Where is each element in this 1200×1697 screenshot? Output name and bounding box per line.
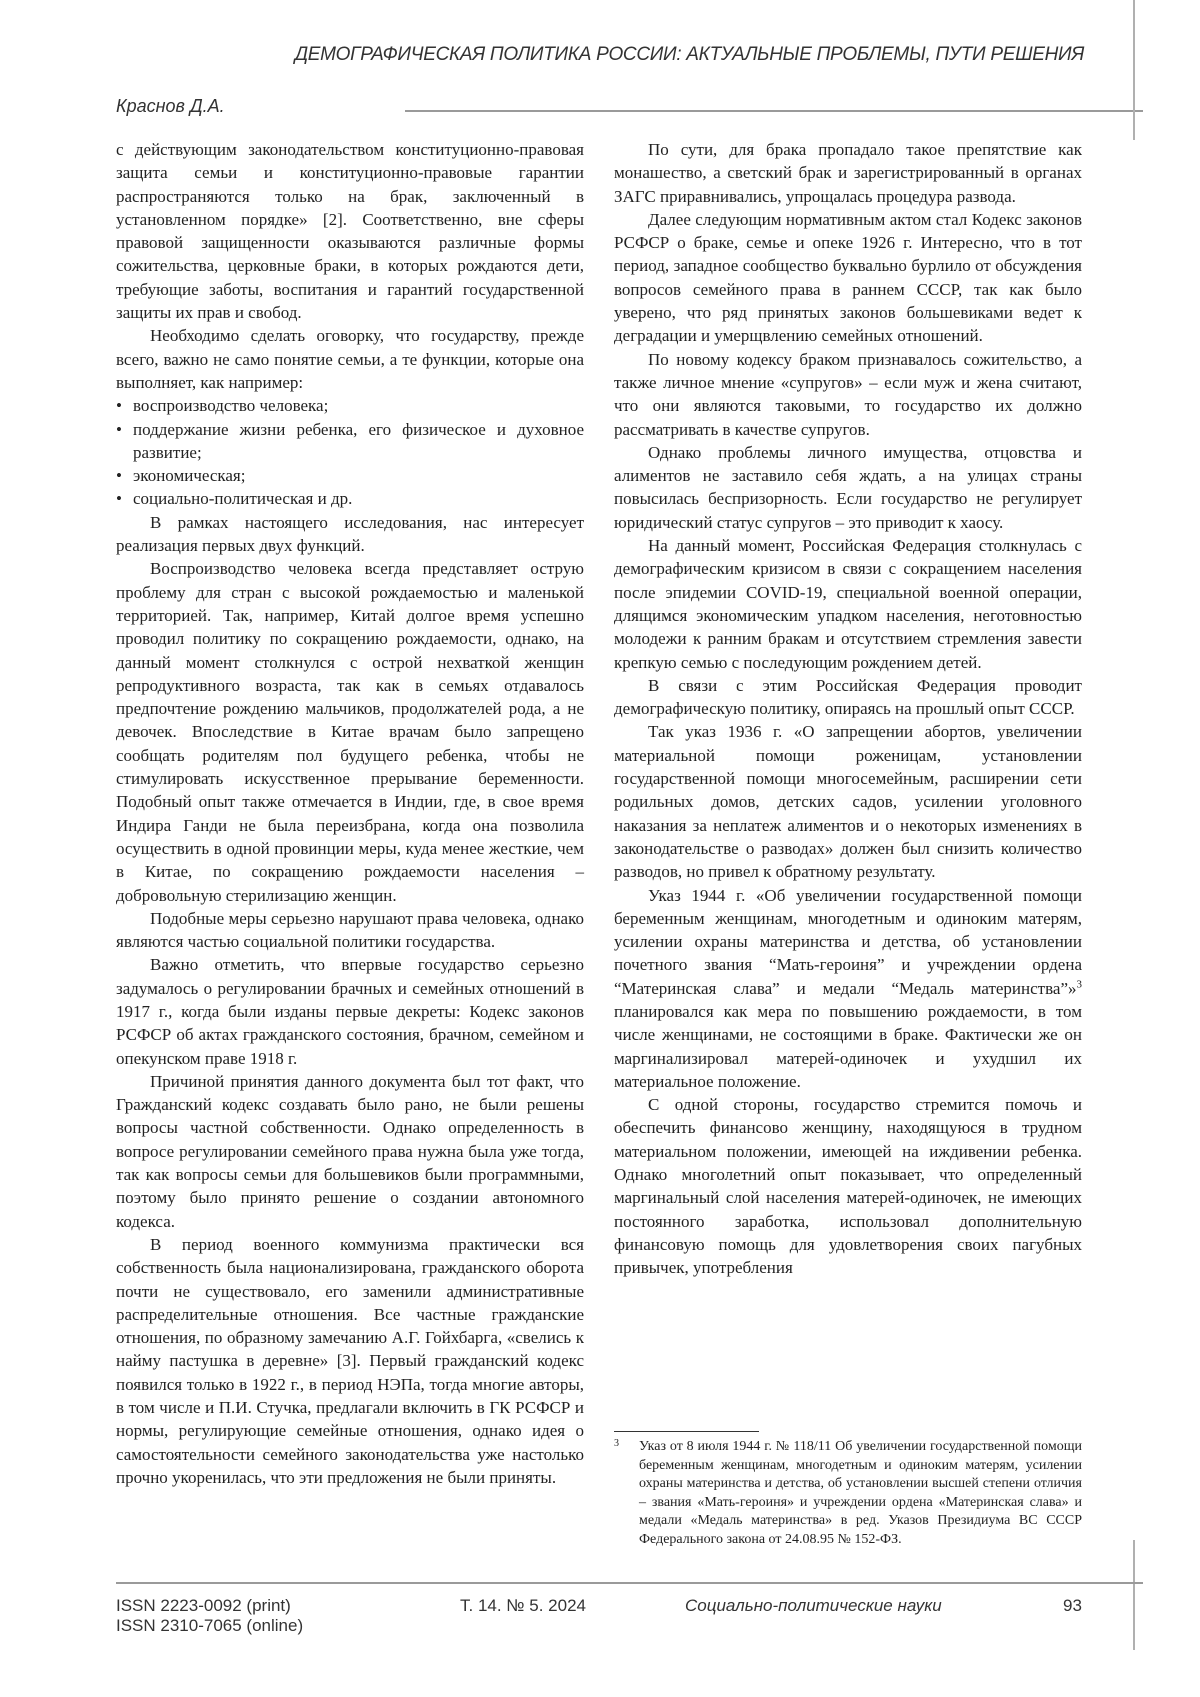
- paragraph: Важно отметить, что впервые государство серьезно задумалось о регулировании брачных и семейных отношений в 1917 г., когда были изданы первые декреты: Кодекс законов РСФСР об актах гражданского состояния, брачном, семейном и опекунском праве 1918 г.: [116, 955, 584, 1068]
- functions-list: [116, 394, 584, 510]
- paragraph: Причиной принятия данного документа был тот факт, что Гражданский кодекс создавать было рано, не были решены вопросы частной собственности. Однако определенность в вопросе регулировании семейного права нужна была уже тогда, так как вопросы семьи для большевиков были программными, поэтому было принято решение о создании автономного кодекса.: [116, 1071, 584, 1231]
- issn-print: ISSN 2223-0092 (print): [116, 1596, 291, 1615]
- footnote-text: Указ от 8 июля 1944 г. № 118/11 Об увеличении государственной помощи беременным женщинам, многодетным и одиноким матерям, усилении охраны материнства и детства, об установлении высшей степени отличия – звания «Мать-героиня» и учреждении ордена «Материнская слава» и медали «Медаль материнства» в ред. Указов Президиума ВС СССР Федерального закона от 24.08.95 № 152-ФЗ.: [639, 1439, 1082, 1547]
- paragraph: На данный момент, Российская Федерация столкнулась с демографическим кризисом в связи с сокращением населения после эпидемии COVID-19, специальной военной операции, длящимся экономическим упадком населения, неготовностью молодежи к ранним бракам и отсутствием стремления завести крепкую семью с последующим рождением детей.: [614, 536, 1082, 672]
- journal-title: Социально-политические науки: [685, 1596, 942, 1615]
- list-item: • экономическая;: [116, 464, 584, 487]
- page-number: 93: [1063, 1596, 1082, 1615]
- header-divider: [405, 110, 1143, 112]
- paragraph-text: Указ 1944 г. «Об увеличении государственной помощи беременным женщинам, многодетным и одиноким матерям, усилении охраны материнства и детства, об установлении почетного звания “Мать-героиня” и учреждении ордена “Материнская слава” и медали “Медаль материнства”»: [614, 885, 1082, 998]
- paragraph: Необходимо сделать оговорку, что государству, прежде всего, важно не само понятие семьи, а те функции, которые она выполняет, как например:: [116, 326, 584, 392]
- volume-issue: Т. 14. № 5. 2024: [460, 1596, 586, 1615]
- list-item: • воспроизводство человека;: [116, 394, 584, 417]
- paragraph: В связи с этим Российская Федерация проводит демографическую политику, опираясь на прошлый опыт СССР.: [614, 675, 1082, 719]
- footnote: [614, 1438, 1082, 1550]
- paragraph: Так указ 1936 г. «О запрещении абортов, увеличении материальной помощи роженицам, установлении государственной помощи многосемейным, расширении сети родильных домов, детских садов, усилении уголовного наказания за неплатеж алиментов и о некоторых изменениях в законодательстве о разводах» должен был снизить количество разводов, но привел к обратному результату.: [614, 722, 1082, 882]
- list-item: • социально-политическая и др.: [116, 487, 584, 510]
- paragraph: Далее следующим нормативным актом стал Кодекс законов РСФСР о браке, семье и опеке 1926 г. Интересно, что в тот период, западное сообщество буквально бурлило от обсуждения вопросов семейного права в раннем СССР, так как было уверено, что ряд принятых законов большевиками ведет к деградации и умерщвлению семейных отношений.: [614, 209, 1082, 346]
- paragraph: Воспроизводство человека всегда представляет острую проблему для стран с высокой рождаемостью и маленькой территорией. Так, например, Китай долгое время успешно проводил политику по сокращению рождаемости, однако, на данный момент столкнулся с острой нехваткой женщин репродуктивного возраста, так как в семьях отдавалось предпочтение рождению мальчиков, продолжателей рода, а не девочек. Впоследствие в Китае врачам было запрещено сообщать родителям пол будущего ребенка, чтобы не стимулировать искусственное прерывание беременности. Подобный опыт также отмечается в Индии, где, в свое время Индира Ганди не была переизбрана, когда она позволила осуществить в одной провинции меры, куда менее жесткие, чем в Китае, по сокращению рождаемости населения – добровольную стерилизацию женщин.: [116, 559, 584, 905]
- paragraph: По новому кодексу браком признавалось сожительство, а также личное мнение «супругов» – если муж и жена считают, что они являются таковыми, то государство их должно рассматривать в качестве супругов.: [614, 349, 1082, 439]
- list-item: • поддержание жизни ребенка, его физическое и духовное развитие;: [116, 418, 584, 465]
- paragraph: В рамках настоящего исследования, нас интересует реализация первых двух функций.: [116, 512, 584, 556]
- paragraph: [614, 884, 1082, 1094]
- paragraph: По сути, для брака пропадало такое препятствие как монашество, а светский брак и зарегистрированный в органах ЗАГС приравнивались, упрощалась процедура развода.: [614, 140, 1082, 206]
- running-title: ДЕМОГРАФИЧЕСКАЯ ПОЛИТИКА РОССИИ: АКТУАЛЬНЫЕ ПРОБЛЕМЫ, ПУТИ РЕШЕНИЯ: [294, 44, 1084, 65]
- left-column: [116, 138, 584, 1489]
- paragraph: В период военного коммунизма практически вся собственность была национализирована, гражданского оборота почти не существовало, его заменили административные распределительные отношения. Все частные гражданские отношения, по образному замечанию А.Г. Гойхбарга, «свелись к найму пастушка в деревне» [3]. Первый гражданский кодекс появился только в 1922 г., в период НЭПа, тогда многие авторы, в том числе и П.И. Стучка, предлагали включить в ГК РСФСР и нормы, регулирующие семейные отношения, однако идея о самостоятельности семейного законодательства уже настолько прочно укоренилась, что эти предложения не были приняты.: [116, 1234, 584, 1487]
- paragraph: Подобные меры серьезно нарушают права человека, однако являются частью социальной политики государства.: [116, 908, 584, 952]
- footnote-divider: [614, 1431, 759, 1432]
- footnote-reference[interactable]: 3: [1076, 978, 1082, 991]
- issn-online: ISSN 2310-7065 (online): [116, 1616, 304, 1635]
- paragraph: с действующим законодательством конституционно-правовая защита семьи и конституционно-правовые гарантии распространяются только на брак, заключенный в установленном порядке» [2]. Соответственно, вне сферы правовой защищенности оказываются различные формы сожительства, церковные браки, в которых рождаются дети, требующие заботы, воспитания и гарантий государственной защиты их прав и свобод.: [116, 140, 584, 323]
- footnote-number: 3: [614, 1438, 619, 1449]
- margin-line-bottom: [1133, 1540, 1135, 1650]
- footer-divider: [116, 1582, 1143, 1584]
- issn-block: [116, 1596, 303, 1636]
- paragraph-text: планировался как мера по повышению рождаемости, в том числе женщинами, не состоящими в браке. Фактически же он маргинализировал матерей-одиночек и ухудшил их материальное положение.: [614, 1001, 1082, 1091]
- margin-line-top: [1133, 0, 1135, 140]
- paragraph: С одной стороны, государство стремится помочь и обеспечить финансово женщину, находящуюся в трудном материальном положении, имеющей на иждивении ребенка. Однако многолетний опыт показывает, что определенный маргинальный слой населения матерей-одиночек, не имеющих постоянного заработка, использовал дополнительную финансовую помощь для удовлетворения своих пагубных привычек, употребления: [614, 1095, 1082, 1278]
- author-name: Краснов Д.А.: [116, 96, 225, 116]
- right-column: [614, 138, 1082, 1280]
- paragraph: Однако проблемы личного имущества, отцовства и алиментов не заставило себя ждать, а на улицах страны повысилась беспризорность. Если государство не регулирует юридический статус супругов – это приводит к хаосу.: [614, 442, 1082, 532]
